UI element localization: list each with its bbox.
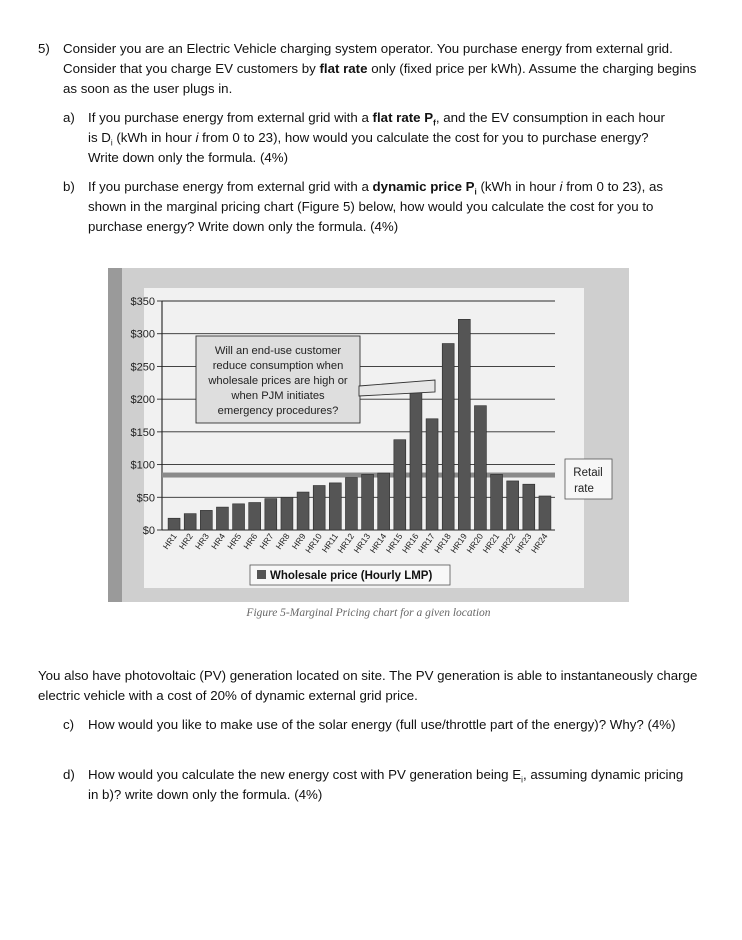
- x-tick-label: HR9: [289, 531, 308, 552]
- question-5b-text: If you purchase energy from external grid with a dynamic price $P_i$ (kWh in hour i from 0 to 23), as shown in the marginal pricing chart (Figure 5) below, how would you calculate the cost for you to purchase energy? Write down only the formula. (4%): [88, 179, 664, 234]
- x-tick-label: HR6: [241, 531, 260, 552]
- question-label: d): [63, 767, 75, 782]
- price-bar: [362, 474, 374, 530]
- price-bar: [233, 504, 245, 530]
- callout-text: wholesale prices are high or: [208, 375, 348, 387]
- question-label: b): [63, 179, 75, 194]
- callout-text: reduce consumption when: [212, 360, 344, 372]
- x-tick-label: HR10: [303, 531, 324, 555]
- price-bar: [539, 496, 551, 530]
- y-tick-label: $350: [130, 296, 155, 308]
- x-tick-label: HR20: [464, 531, 486, 555]
- x-tick-label: HR13: [351, 531, 373, 555]
- price-bar: [168, 518, 180, 530]
- y-tick-label: $100: [130, 459, 155, 472]
- price-bar: [281, 497, 293, 530]
- price-bar: [378, 473, 390, 530]
- price-bar: [265, 499, 277, 530]
- y-tick-label: $0: [142, 525, 155, 537]
- y-tick-label: $250: [130, 361, 155, 374]
- photo-shadow-edge: [108, 268, 122, 602]
- x-tick-label: HR1: [160, 531, 179, 552]
- x-tick-label: HR19: [448, 531, 469, 555]
- y-tick-label: $150: [130, 426, 155, 439]
- x-tick-label: HR12: [335, 531, 357, 555]
- price-bar: [426, 419, 438, 530]
- x-tick-label: HR7: [257, 531, 276, 552]
- price-bar: [313, 486, 325, 530]
- question-5-text: Consider you are an Electric Vehicle charging system operator. You purchase energy from external grid. Consider that you charge EV customers by flat rate only (fixed price per kWh). Assume the charging begins as soon as the user plugs in.: [63, 41, 697, 96]
- price-bar: [442, 344, 454, 530]
- x-tick-label: HR17: [416, 531, 437, 555]
- price-bar: [345, 478, 357, 530]
- x-tick-label: HR4: [209, 531, 228, 552]
- marginal-pricing-chart: [108, 268, 629, 602]
- x-tick-label: HR16: [399, 531, 421, 555]
- price-bar: [394, 440, 406, 530]
- price-bar: [507, 481, 519, 530]
- question-label: c): [63, 717, 75, 732]
- x-tick-label: HR22: [496, 531, 518, 555]
- figure-caption: Figure 5-Marginal Pricing chart for a given location: [246, 607, 491, 619]
- question-number: 5): [38, 41, 50, 56]
- y-tick-label: $200: [130, 394, 155, 407]
- question-label: a): [63, 110, 75, 125]
- question-5c-text: How would you like to make use of the solar energy (full use/throttle part of the energy)? Why? (4%): [88, 717, 676, 732]
- x-tick-label: HR18: [432, 531, 453, 555]
- x-tick-label: HR23: [512, 531, 534, 555]
- x-tick-label: HR5: [225, 531, 244, 552]
- price-bar: [458, 319, 470, 530]
- price-bar: [200, 510, 212, 530]
- pv-paragraph: You also have photovoltaic (PV) generation located on site. The PV generation is able to instantaneously charge electric vehicle with a cost of 20% of dynamic external grid price.: [38, 668, 698, 703]
- x-tick-label: HR2: [176, 531, 195, 552]
- marginal-pricing-figure: [108, 268, 629, 602]
- price-bar: [329, 483, 341, 530]
- price-bar: [474, 406, 486, 530]
- y-tick-label: $50: [136, 492, 155, 505]
- retail-label: Retail: [573, 467, 603, 479]
- legend-label: Wholesale price (Hourly LMP): [270, 570, 433, 582]
- price-bar: [184, 514, 196, 530]
- price-bar: [297, 492, 309, 530]
- retail-label: rate: [574, 483, 594, 495]
- x-tick-label: HR11: [319, 531, 340, 555]
- x-tick-label: HR14: [367, 531, 389, 555]
- y-tick-label: $300: [130, 328, 155, 341]
- x-tick-label: HR24: [528, 531, 550, 555]
- callout-text: emergency procedures?: [217, 405, 339, 417]
- x-tick-label: HR8: [273, 531, 292, 552]
- x-tick-label: HR3: [192, 531, 211, 552]
- price-bar: [523, 484, 535, 530]
- question-5a-text: If you purchase energy from external grid with a flat rate $P_f$, and the EV consumption in each hour is $D_i$ (kWh in hour i from 0 to 23), how would you calculate the cost for you to purchase energy? Write down only the formula. (4%): [88, 110, 665, 165]
- question-5d-text: How would you calculate the new energy cost with PV generation being $E_i$, assuming dynamic pricing in b)? write down only the formula. (4%): [88, 767, 684, 802]
- callout-text: when PJM initiates: [231, 390, 325, 402]
- x-tick-label: HR21: [480, 531, 502, 555]
- price-bar: [410, 393, 422, 530]
- callout-text: Will an end-use customer: [214, 345, 342, 357]
- price-bar: [491, 474, 503, 530]
- price-bar: [249, 503, 261, 530]
- x-tick-label: HR15: [383, 531, 405, 555]
- legend-swatch: [257, 570, 266, 579]
- price-bar: [216, 507, 228, 530]
